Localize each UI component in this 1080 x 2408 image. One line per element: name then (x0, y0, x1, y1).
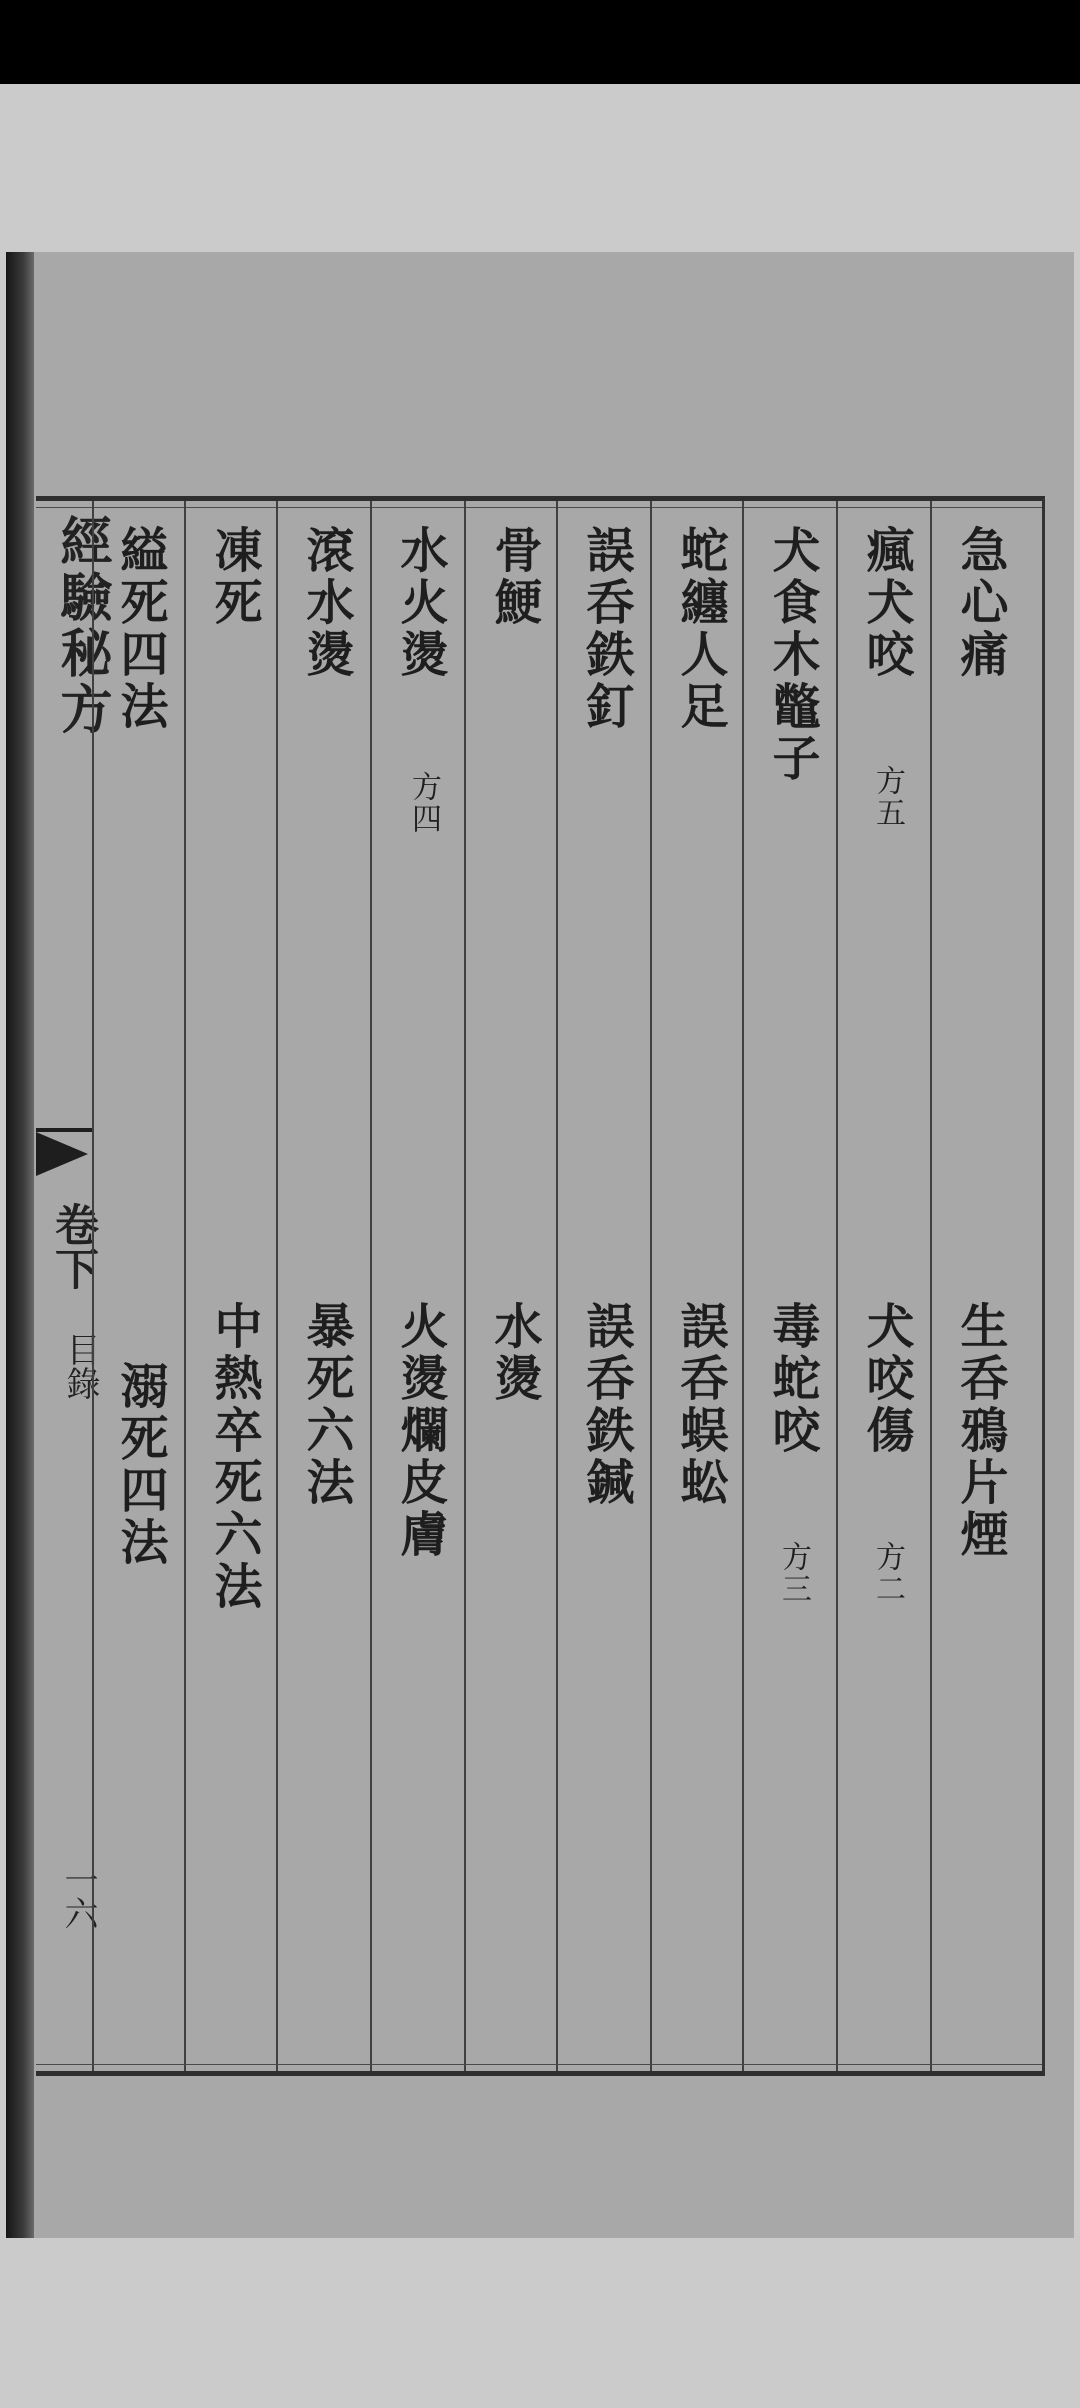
column-divider (92, 501, 94, 2071)
entry-col1-bottom: 生呑鴉片煙 (952, 1301, 1008, 1561)
entry-col3-bottom: 毒蛇咬 (764, 1301, 820, 1457)
entry-col6-top: 骨鯁 (486, 525, 542, 629)
column-divider (742, 501, 744, 2071)
column-divider (464, 501, 466, 2071)
entry-col6-bottom: 水燙 (486, 1301, 542, 1405)
contents-grid (36, 496, 1045, 2076)
page-number: 一六 (58, 1862, 98, 1930)
book-title: 經驗秘方 (51, 514, 112, 738)
entry-col2-top-note: 方五 (870, 765, 905, 829)
column-divider (650, 501, 652, 2071)
column-divider (836, 501, 838, 2071)
entry-col4-top: 蛇纏人足 (672, 525, 728, 733)
entry-col4-bottom: 誤呑蜈蚣 (672, 1301, 728, 1509)
column-divider (370, 501, 372, 2071)
entry-col9-top: 凍死 (206, 525, 262, 629)
entry-col5-bottom: 誤呑鉄鍼 (578, 1301, 634, 1509)
entry-col7-top: 水火燙 (392, 525, 448, 681)
entry-col9-bottom: 中熱卒死六法 (206, 1301, 262, 1613)
top-black-bar (0, 0, 1080, 84)
book-binding-edge (6, 252, 34, 2238)
entry-col2-bottom: 犬咬傷 (858, 1301, 914, 1457)
entry-col2-bottom-note: 方二 (870, 1541, 905, 1605)
scanned-page (6, 252, 1074, 2238)
column-divider (930, 501, 932, 2071)
entry-col10-bottom: 溺死四法 (112, 1361, 168, 1569)
entry-col7-top-note: 方四 (406, 771, 441, 835)
column-divider (276, 501, 278, 2071)
bottom-area (0, 2240, 1080, 2408)
section-label: 目錄 (60, 1332, 100, 1400)
entry-col5-top: 誤呑鉄釘 (578, 525, 634, 733)
entry-col7-bottom: 火燙爛皮膚 (392, 1301, 448, 1561)
volume-label: 卷下 (47, 1202, 98, 1290)
column-divider (184, 501, 186, 2071)
entry-col3-bottom-note: 方三 (776, 1541, 811, 1605)
entry-col10-top: 縊死四法 (112, 525, 168, 733)
entry-col8-top: 滾水燙 (298, 525, 354, 681)
entry-col2-top: 瘋犬咬 (858, 525, 914, 681)
column-divider (556, 501, 558, 2071)
entry-col8-bottom: 暴死六法 (298, 1301, 354, 1509)
entry-col3-top: 犬食木鼈子 (764, 525, 820, 785)
entry-col1-top: 急心痛 (952, 525, 1008, 681)
